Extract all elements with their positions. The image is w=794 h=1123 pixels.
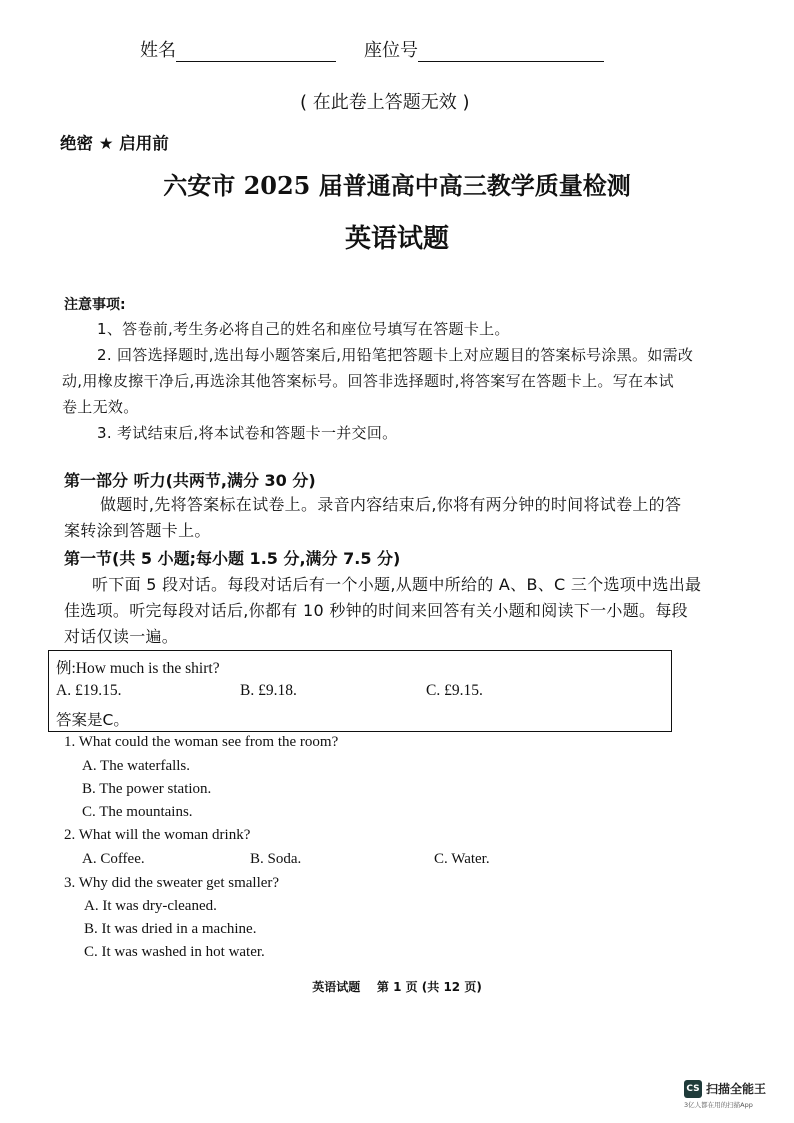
camscanner-name: 扫描全能王 xyxy=(706,1082,767,1096)
section1-line-2: 佳选项。听完每段对话后,你都有 10 秒钟的时间来回答有关小题和阅读下一小题。每段 xyxy=(64,601,688,620)
question-1-option-c: C. The mountains. xyxy=(82,804,193,820)
page-footer: 英语试题 第 1 页 (共 12 页) xyxy=(312,980,482,994)
part1-intro-1: 做题时,先将答案标在试卷上。录音内容结束后,你将有两分钟的时间将试卷上的答 xyxy=(100,495,682,514)
question-3-option-c: C. It was washed in hot water. xyxy=(84,944,265,960)
question-3-stem: 3. Why did the sweater get smaller? xyxy=(64,875,280,891)
secret-label: 绝密 ★ 启用前 xyxy=(60,134,169,153)
question-2-option-a: A. Coffee. xyxy=(82,851,145,867)
question-2-option-b: B. Soda. xyxy=(250,851,302,867)
question-3-option-b: B. It was dried in a machine. xyxy=(84,921,257,937)
invalid-note: ( 在此卷上答题无效 ) xyxy=(300,92,470,113)
notes-item-1: 1、答卷前,考生务必将自己的姓名和座位号填写在答题卡上。 xyxy=(97,320,510,338)
notes-item-3: 3. 考试结束后,将本试卷和答题卡一并交回。 xyxy=(97,424,398,442)
exam-title: 六安市 2025 届普通高中高三教学质量检测 xyxy=(163,171,631,200)
notes-item-2: 2. 回答选择题时,选出每小题答案后,用铅笔把答题卡上对应题目的答案标号涂黑。如需改 xyxy=(97,346,694,364)
section1-line-1: 听下面 5 段对话。每段对话后有一个小题,从题中所给的 A、B、C 三个选项中选出最 xyxy=(92,575,702,594)
name-field xyxy=(140,36,336,62)
seat-label: 座位号 xyxy=(364,40,418,61)
example-question: 例:How much is the shirt? xyxy=(56,660,220,677)
question-3-option-a: A. It was dry-cleaned. xyxy=(84,898,217,914)
name-blank xyxy=(176,43,336,62)
question-2-option-c: C. Water. xyxy=(434,851,490,867)
seat-field xyxy=(364,36,604,62)
example-option-c: C. £9.15. xyxy=(426,682,483,699)
question-1-option-a: A. The waterfalls. xyxy=(82,758,191,774)
notes-heading: 注意事项: xyxy=(64,297,126,313)
seat-blank xyxy=(418,43,604,62)
part1-intro-2: 案转涂到答题卡上。 xyxy=(64,521,211,540)
question-1-stem: 1. What could the woman see from the room? xyxy=(64,734,339,750)
part1-heading: 第一部分 听力(共两节,满分 30 分) xyxy=(64,471,316,490)
section1-heading: 第一节(共 5 小题;每小题 1.5 分,满分 7.5 分) xyxy=(64,549,401,568)
example-answer: 答案是C。 xyxy=(56,711,129,729)
section1-line-3: 对话仅读一遍。 xyxy=(64,627,179,646)
example-option-a: A. £19.15. xyxy=(56,682,122,699)
name-label: 姓名 xyxy=(140,40,176,61)
notes-item-2-end: 卷上无效。 xyxy=(62,398,139,416)
camscanner-tagline: 3亿人都在用的扫描App xyxy=(684,1101,753,1109)
question-1-option-b: B. The power station. xyxy=(82,781,212,797)
question-2-stem: 2. What will the woman drink? xyxy=(64,827,251,843)
example-option-b: B. £9.18. xyxy=(240,682,297,699)
camscanner-logo: CS xyxy=(684,1080,702,1098)
subject-title: 英语试题 xyxy=(344,224,449,254)
notes-item-2-cont: 动,用橡皮擦干净后,再选涂其他答案标号。回答非选择题时,将答案写在答题卡上。写在本试 xyxy=(62,372,674,390)
